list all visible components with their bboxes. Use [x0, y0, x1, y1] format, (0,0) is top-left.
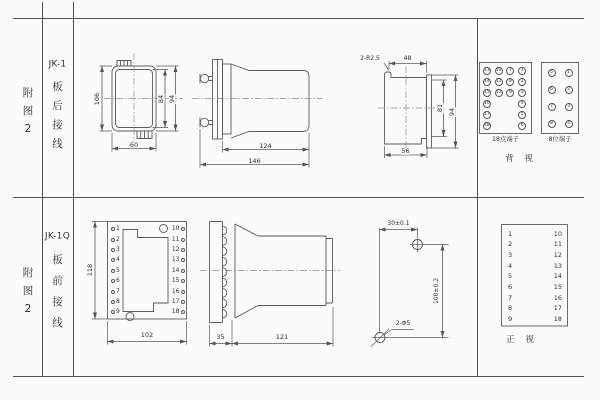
terminal-circle: 7	[548, 103, 556, 111]
model-label-jk1q: JK-1Q	[44, 231, 71, 242]
dim-102: 102	[140, 330, 154, 339]
terminal-item: 7	[111, 286, 120, 296]
terminal-circle: 9	[506, 89, 514, 97]
wiring-label-char: 接	[52, 118, 63, 131]
jk1q-side-view-drawing	[200, 222, 340, 347]
terminal-item: 12	[167, 245, 185, 255]
terminal-dot-icon	[181, 290, 185, 294]
terminal-number: 17	[553, 304, 562, 313]
terminal-dot-icon	[181, 258, 185, 262]
jk1-profile-view-drawing	[378, 61, 459, 158]
terminal-dot-icon	[181, 248, 185, 252]
terminal-dot-icon	[111, 269, 115, 273]
dim-35: 35	[216, 332, 225, 341]
terminal-circle: 5	[518, 111, 526, 119]
jk1-side-view-drawing	[192, 60, 322, 168]
label-front-view: 正 视	[506, 335, 538, 345]
terminal-circle: 14	[484, 79, 490, 84]
terminal-number: 10	[553, 229, 562, 238]
table-grid	[13, 2, 584, 377]
terminal-item: 6	[111, 276, 120, 286]
terminal-number: 8	[508, 304, 513, 313]
wiring-label-char: 接	[52, 295, 63, 308]
terminal-dot-icon	[111, 300, 115, 304]
wiring-label-char: 板	[52, 80, 63, 93]
wiring-label-char: 线	[52, 137, 63, 150]
terminal-item: 14	[167, 266, 185, 276]
fig-label-char: 2	[24, 122, 32, 135]
terminal-dot-icon	[111, 310, 115, 314]
terminal-item: 1	[111, 224, 120, 234]
terminal-dot-icon	[181, 300, 185, 304]
terminal-circle: 13	[484, 68, 490, 73]
terminal-box-18-point	[481, 65, 528, 131]
fig-label-char: 图	[22, 284, 34, 297]
terminal-item: 8	[111, 297, 120, 307]
terminal-number: 6	[508, 282, 513, 291]
terminal-item: 4	[111, 255, 120, 265]
wiring-label-char: 板	[52, 253, 63, 266]
label-18-point-terminal: 18点端子	[492, 136, 519, 143]
terminal-circle: 17	[484, 112, 490, 117]
dim-94: 94	[167, 94, 176, 103]
terminal-box-8-position	[543, 64, 577, 132]
terminal-circle: 1	[518, 67, 526, 75]
terminal-circle: 4	[565, 120, 573, 128]
fig-label-char: 附	[22, 266, 34, 279]
front-view-left-terminals	[111, 224, 120, 318]
dim-84: 84	[156, 94, 165, 103]
terminal-dot-icon	[111, 279, 115, 283]
terminal-circle: 3	[518, 89, 526, 97]
terminal-dot-icon	[111, 238, 115, 242]
terminal-circle: 1	[565, 69, 573, 77]
terminal-circle: 8	[548, 120, 556, 128]
terminal-table-right-column	[542, 229, 562, 325]
wiring-label-char: 后	[52, 99, 63, 112]
terminal-circle: 5	[548, 69, 556, 77]
terminal-number: 11	[553, 240, 562, 249]
wiring-label-char: 线	[52, 316, 63, 329]
terminal-table-left-column	[508, 229, 512, 325]
terminal-circle: 2	[565, 86, 573, 94]
note-2-phi5: 2-Φ5	[395, 320, 411, 327]
dim-94-profile: 94	[447, 107, 456, 116]
terminal-circle: 15	[484, 90, 490, 95]
terminal-dot-icon	[111, 248, 115, 252]
terminal-circle: 8	[506, 78, 514, 86]
terminal-circle: 2	[518, 78, 526, 86]
terminal-item: 15	[167, 276, 185, 286]
terminal-number: 18	[553, 315, 562, 323]
terminal-circle: 10	[495, 68, 502, 73]
terminal-circle: 12	[495, 90, 502, 95]
dim-48: 48	[403, 53, 412, 62]
dim-56: 56	[401, 146, 410, 155]
fig-label-char: 2	[24, 302, 32, 315]
dim-106: 106	[92, 92, 101, 105]
terminal-dot-icon	[181, 227, 185, 231]
dim-60: 60	[129, 140, 139, 149]
terminal-item: 17	[167, 297, 185, 307]
terminal-item: 16	[167, 286, 185, 296]
terminal-number: 12	[553, 250, 562, 259]
terminal-dot-icon	[181, 279, 185, 283]
terminal-dot-icon	[111, 227, 115, 231]
terminal-item: 2	[111, 234, 120, 244]
front-view-right-terminals	[167, 224, 185, 318]
dim-121: 121	[275, 332, 289, 341]
terminal-circle: 18	[484, 123, 490, 128]
label-rear-view: 背 视	[505, 154, 537, 164]
terminal-item: 13	[167, 255, 185, 265]
dim-100-tol: 100±0.2	[433, 277, 440, 305]
terminal-item: 18	[167, 307, 185, 317]
terminal-circle: 4	[518, 100, 526, 108]
terminal-item: 11	[167, 234, 185, 244]
terminal-circle: 11	[495, 79, 502, 84]
note-2-r2-5: 2-R2.5	[360, 55, 380, 62]
terminal-circle: 16	[484, 101, 490, 106]
terminal-item: 10	[167, 224, 185, 234]
terminal-circle: 6	[548, 86, 556, 94]
terminal-item: 9	[111, 307, 120, 317]
terminal-circle: 3	[565, 103, 573, 111]
dim-81: 81	[435, 103, 444, 113]
terminal-number: 4	[508, 261, 513, 270]
terminal-dot-icon	[111, 258, 115, 262]
terminal-number: 14	[553, 272, 562, 281]
terminal-dot-icon	[111, 290, 115, 294]
fig-label-char: 图	[22, 104, 34, 117]
terminal-number: 1	[508, 229, 513, 238]
terminal-circle: 7	[506, 67, 514, 75]
dim-124: 124	[259, 141, 272, 150]
dim-30-tol: 30±0.1	[387, 219, 410, 227]
terminal-number: 2	[508, 240, 513, 249]
label-8-position-terminal: 8位端子	[548, 136, 572, 143]
terminal-item: 5	[111, 266, 120, 276]
wiring-label-char: 前	[52, 274, 63, 287]
terminal-item: 3	[111, 245, 120, 255]
terminal-dot-icon	[181, 238, 185, 242]
terminal-number: 9	[508, 315, 513, 323]
terminal-dot-icon	[181, 310, 185, 314]
terminal-number: 15	[553, 282, 562, 291]
terminal-number: 5	[508, 272, 513, 281]
terminal-number: 16	[553, 293, 562, 302]
model-label-jk1: JK-1	[48, 59, 67, 70]
fig-label-char: 附	[22, 86, 34, 99]
terminal-dot-icon	[181, 269, 185, 273]
dim-118: 118	[85, 263, 94, 277]
terminal-number: 3	[508, 250, 513, 259]
terminal-circle: 6	[518, 122, 526, 130]
dim-146: 146	[248, 156, 261, 165]
terminal-number: 7	[508, 293, 513, 302]
terminal-number: 13	[553, 261, 562, 270]
